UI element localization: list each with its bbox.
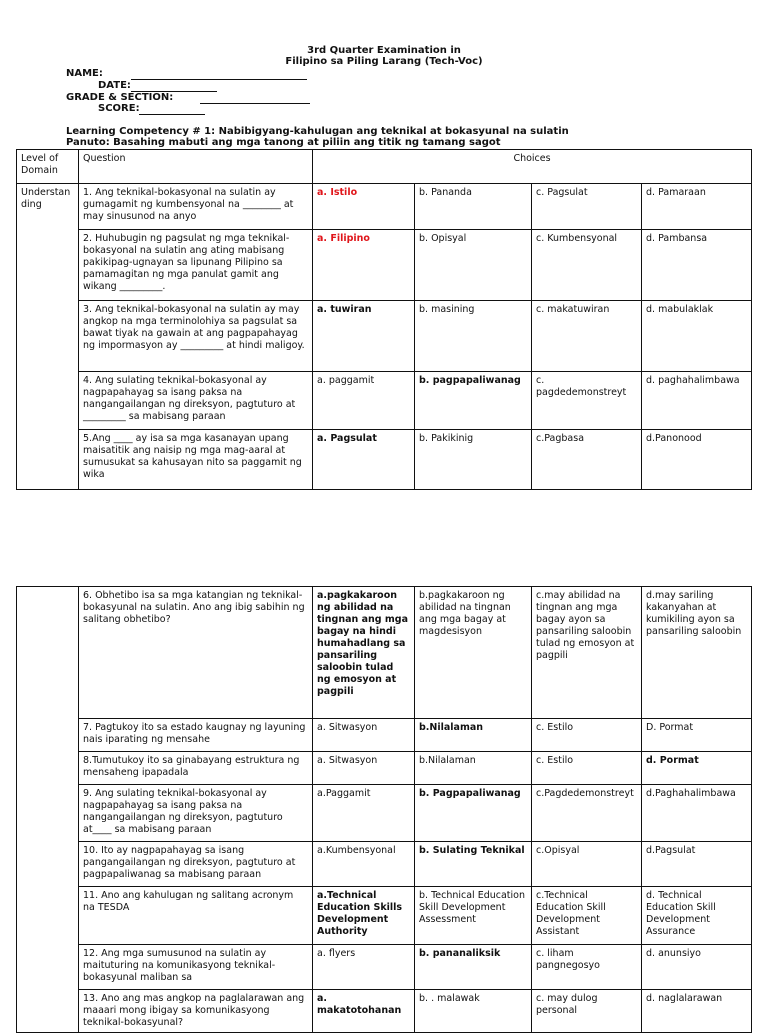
- choice-c[interactable]: c. Pagsulat: [532, 184, 642, 230]
- question-table-1: [16, 149, 752, 490]
- name-label: NAME:: [66, 68, 103, 79]
- question-text: 13. Ano ang mas angkop na paglalarawan ang maaari mong ibigay sa komunikasyong teknikal-bokasyunal?: [79, 990, 313, 1033]
- domain-cell: [17, 587, 79, 1033]
- question-text: 12. Ang mga sumusunod na sulatin ay maituturing na komunikasyong teknikal-bokasyunal maliban sa: [79, 945, 313, 990]
- choice-b[interactable]: b. Sulating Teknikal: [415, 842, 532, 887]
- choice-b[interactable]: b. Technical Education Skill Development Assessment: [415, 887, 532, 945]
- exam-title: 3rd Quarter Examination in: [307, 45, 461, 56]
- choice-c[interactable]: c.Technical Education Skill Development Assistant: [532, 887, 642, 945]
- question-text: 2. Huhubugin ng pagsulat ng mga teknikal-bokasyonal na sulatin ang ating mabisang pakikipag-ugnayan sa lipunang Pilipino sa pamamagitan ng mga panulat gamit ang wikang _________.: [79, 230, 313, 301]
- choice-b[interactable]: b.pagkakaroon ng abilidad na tingnan ang mga bagay at magdesisyon: [415, 587, 532, 719]
- choice-d[interactable]: D. Pormat: [642, 719, 752, 752]
- choice-a[interactable]: a. paggamit: [313, 372, 415, 430]
- question-text: 5.Ang ____ ay isa sa mga kasanayan upang maisatitik ang naisip ng mga mag-aaral at sumusukat sa kahusayan nito sa paggamit ng wika: [79, 430, 313, 490]
- header-question: Question: [79, 150, 313, 184]
- learning-competency: Learning Competency # 1: Nabibigyang-kahulugan ang teknikal at bokasyunal na sulatin: [66, 126, 569, 137]
- choice-c[interactable]: c.Pagbasa: [532, 430, 642, 490]
- header-choices: Choices: [313, 150, 752, 184]
- question-text: 8.Tumutukoy ito sa ginabayang estruktura ng mensaheng ipapadala: [79, 752, 313, 785]
- choice-c[interactable]: c. makatuwiran: [532, 301, 642, 372]
- choice-d[interactable]: d.Panonood: [642, 430, 752, 490]
- date-label: DATE:: [98, 80, 131, 91]
- choice-a[interactable]: a. tuwiran: [313, 301, 415, 372]
- choice-b[interactable]: b.Nilalaman: [415, 752, 532, 785]
- question-text: 10. Ito ay nagpapahayag sa isang pangangailangan ng direksyon, pagtuturo at pagpapaliwanag sa mabisang paraan: [79, 842, 313, 887]
- grade-section-label: GRADE & SECTION:: [66, 92, 174, 103]
- question-text: 9. Ang sulating teknikal-bokasyonal ay nagpapahayag sa isang paksa na nangangailangan ng direksyon, pagtuturo at____ sa mabisang paraan: [79, 785, 313, 842]
- choice-a[interactable]: a. Pagsulat: [313, 430, 415, 490]
- choice-c[interactable]: c.Opisyal: [532, 842, 642, 887]
- choice-a[interactable]: a.Technical Education Skills Development Authority: [313, 887, 415, 945]
- question-text: 1. Ang teknikal-bokasyonal na sulatin ay gumagamit ng kumbensyonal na ________ at may sinusunod na anyo: [79, 184, 313, 230]
- choice-b[interactable]: b. Pagpapaliwanag: [415, 785, 532, 842]
- score-label: SCORE:: [98, 103, 140, 114]
- choice-b[interactable]: b. Pakikinig: [415, 430, 532, 490]
- question-text: 4. Ang sulating teknikal-bokasyonal ay nagpapahayag sa isang paksa na nangangailangan ng direksyon, pagtuturo at _________ sa mabisang paraan: [79, 372, 313, 430]
- choice-c[interactable]: c. liham pangnegosyo: [532, 945, 642, 990]
- question-text: 11. Ano ang kahulugan ng salitang acronym na TESDA: [79, 887, 313, 945]
- choice-a[interactable]: a. Istilo: [313, 184, 415, 230]
- header-level-of-domain: Level of Domain: [17, 150, 79, 184]
- choice-d[interactable]: d. anunsiyo: [642, 945, 752, 990]
- choice-d[interactable]: d. Pambansa: [642, 230, 752, 301]
- choice-b[interactable]: b. pananaliksik: [415, 945, 532, 990]
- choice-b[interactable]: b. . malawak: [415, 990, 532, 1033]
- directions: Panuto: Basahing mabuti ang mga tanong at piliin ang titik ng tamang sagot: [66, 137, 501, 148]
- choice-b[interactable]: b. pagpapaliwanag: [415, 372, 532, 430]
- choice-b[interactable]: b. Opisyal: [415, 230, 532, 301]
- choice-d[interactable]: d. Technical Education Skill Development Assurance: [642, 887, 752, 945]
- exam-subject: Filipino sa Piling Larang (Tech-Voc): [285, 56, 483, 67]
- choice-c[interactable]: c. Estilo: [532, 719, 642, 752]
- choice-b[interactable]: b. masining: [415, 301, 532, 372]
- choice-d[interactable]: d. paghahalimbawa: [642, 372, 752, 430]
- choice-a[interactable]: a. Sitwasyon: [313, 719, 415, 752]
- choice-a[interactable]: a.pagkakaroon ng abilidad na tingnan ang mga bagay na hindi humahadlang sa pansariling saloobin tulad ng emosyon at pagpili: [313, 587, 415, 719]
- question-text: 3. Ang teknikal-bokasyonal na sulatin ay may angkop na mga terminolohiya sa pagsulat sa bawat tiyak na gawain at ang pagpapahayag ng impormasyon ay _________ at hindi maligoy.: [79, 301, 313, 372]
- choice-a[interactable]: a. Filipino: [313, 230, 415, 301]
- choice-d[interactable]: d. naglalarawan: [642, 990, 752, 1033]
- choice-a[interactable]: a. Sitwasyon: [313, 752, 415, 785]
- choice-c[interactable]: c.Pagdedemonstreyt: [532, 785, 642, 842]
- choice-d[interactable]: d. Pormat: [642, 752, 752, 785]
- choice-d[interactable]: d. mabulaklak: [642, 301, 752, 372]
- choice-a[interactable]: a.Kumbensyonal: [313, 842, 415, 887]
- choice-d[interactable]: d.Pagsulat: [642, 842, 752, 887]
- question-text: 6. Obhetibo isa sa mga katangian ng teknikal-bokasyunal na sulatin. Ano ang ibig sabihin ng salitang obhetibo?: [79, 587, 313, 719]
- choice-d[interactable]: d.may sariling kakanyahan at kumikiling ayon sa pansariling saloobin: [642, 587, 752, 719]
- question-table-2: [16, 586, 752, 1033]
- choice-d[interactable]: d.Paghahalimbawa: [642, 785, 752, 842]
- choice-c[interactable]: c. pagdedemonstreyt: [532, 372, 642, 430]
- choice-c[interactable]: c. may dulog personal: [532, 990, 642, 1033]
- domain-understanding: Understanding: [17, 184, 79, 490]
- choice-c[interactable]: c. Estilo: [532, 752, 642, 785]
- choice-a[interactable]: a.Paggamit: [313, 785, 415, 842]
- choice-d[interactable]: d. Pamaraan: [642, 184, 752, 230]
- choice-a[interactable]: a. makatotohanan: [313, 990, 415, 1033]
- question-text: 7. Pagtukoy ito sa estado kaugnay ng layuning nais iparating ng mensahe: [79, 719, 313, 752]
- choice-b[interactable]: b.Nilalaman: [415, 719, 532, 752]
- grade-section-field[interactable]: [200, 103, 310, 104]
- score-field[interactable]: [139, 114, 205, 115]
- choice-a[interactable]: a. flyers: [313, 945, 415, 990]
- name-field[interactable]: [131, 79, 307, 80]
- choice-c[interactable]: c. Kumbensyonal: [532, 230, 642, 301]
- choice-b[interactable]: b. Pananda: [415, 184, 532, 230]
- choice-c[interactable]: c.may abilidad na tingnan ang mga bagay ayon sa pansariling saloobin tulad ng emosyon at pagpili: [532, 587, 642, 719]
